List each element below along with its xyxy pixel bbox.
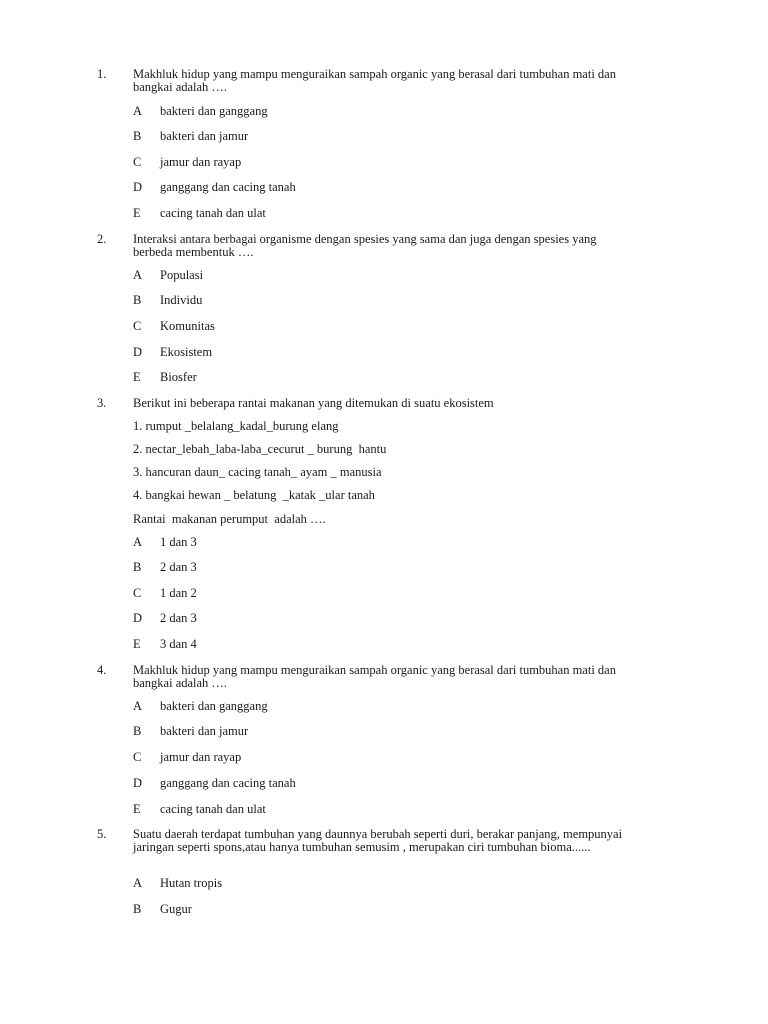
option-text: 3 dan 4 <box>160 637 197 651</box>
option-text: bakteri dan ganggang <box>160 699 268 713</box>
option-letter: D <box>133 776 143 790</box>
question-number: 1. <box>97 67 107 81</box>
option-text: bakteri dan ganggang <box>160 104 268 118</box>
option-4d <box>0 776 768 790</box>
option-letter: B <box>133 129 142 143</box>
option-text: bakteri dan jamur <box>160 129 249 143</box>
option-text: cacing tanah dan ulat <box>160 206 266 220</box>
option-text: ganggang dan cacing tanah <box>160 180 296 194</box>
question-text: Interaksi antara berbagai organisme dengan spesies yang sama dan juga dengan spesies yang berbeda membentuk …. <box>133 232 597 259</box>
food-chain-line-2: 2. nectar_lebah_laba-laba_cecurut _ burung hantu <box>133 442 387 456</box>
option-letter: C <box>133 750 142 764</box>
option-1d <box>0 180 768 194</box>
question-number: 2. <box>97 232 107 246</box>
option-letter: B <box>133 293 142 307</box>
option-2b <box>0 293 768 307</box>
option-letter: A <box>133 268 143 282</box>
option-letter: D <box>133 180 143 194</box>
option-text: cacing tanah dan ulat <box>160 802 266 816</box>
option-letter: D <box>133 611 143 625</box>
option-letter: A <box>133 876 143 890</box>
option-text: Populasi <box>160 268 204 282</box>
option-text: bakteri dan jamur <box>160 724 249 738</box>
question-text: Berikut ini beberapa rantai makanan yang ditemukan di suatu ekosistem <box>133 396 494 410</box>
option-4a <box>0 699 768 713</box>
option-letter: B <box>133 902 142 916</box>
option-letter: A <box>133 535 143 549</box>
food-chain-line-1: 1. rumput _belalang_kadal_burung elang <box>133 419 339 433</box>
question-number: 4. <box>97 663 107 677</box>
option-3e <box>0 637 768 651</box>
option-letter: C <box>133 319 142 333</box>
question-text: Makhluk hidup yang mampu menguraikan sampah organic yang berasal dari tumbuhan mati dan bangkai adalah …. <box>133 67 616 94</box>
option-text: 2 dan 3 <box>160 560 197 574</box>
option-3b <box>0 560 768 574</box>
option-text: Biosfer <box>160 370 197 384</box>
option-1b <box>0 129 768 143</box>
option-letter: A <box>133 699 143 713</box>
option-letter: E <box>133 206 141 220</box>
question-prompt: Rantai makanan perumput adalah …. <box>133 512 326 526</box>
option-text: ganggang dan cacing tanah <box>160 776 296 790</box>
option-text: Komunitas <box>160 319 215 333</box>
option-3c <box>0 586 768 600</box>
option-letter: D <box>133 345 143 359</box>
option-2a <box>0 268 768 282</box>
option-4e <box>0 802 768 816</box>
option-letter: B <box>133 724 142 738</box>
option-2d <box>0 345 768 359</box>
option-1a <box>0 104 768 118</box>
option-text: Hutan tropis <box>160 876 223 890</box>
option-letter: C <box>133 586 142 600</box>
option-text: 1 dan 2 <box>160 586 197 600</box>
option-letter: E <box>133 637 141 651</box>
option-1e <box>0 206 768 220</box>
question-number: 5. <box>97 827 107 841</box>
option-1c <box>0 155 768 169</box>
food-chain-line-4: 4. bangkai hewan _ belatung _katak _ular tanah <box>133 488 375 502</box>
option-text: 2 dan 3 <box>160 611 197 625</box>
option-text: Individu <box>160 293 203 307</box>
option-letter: B <box>133 560 142 574</box>
option-letter: C <box>133 155 142 169</box>
option-2c <box>0 319 768 333</box>
question-text: Makhluk hidup yang mampu menguraikan sampah organic yang berasal dari tumbuhan mati dan bangkai adalah …. <box>133 663 616 690</box>
option-5b <box>0 902 768 916</box>
food-chain-line-3: 3. hancuran daun_ cacing tanah_ ayam _ manusia <box>133 465 382 479</box>
option-letter: E <box>133 370 141 384</box>
option-text: Gugur <box>160 902 192 916</box>
option-4b <box>0 724 768 738</box>
option-5a <box>0 876 768 890</box>
option-letter: E <box>133 802 141 816</box>
option-letter: A <box>133 104 143 118</box>
option-4c <box>0 750 768 764</box>
option-text: jamur dan rayap <box>160 155 242 169</box>
option-2e <box>0 370 768 384</box>
question-number: 3. <box>97 396 107 410</box>
option-text: Ekosistem <box>160 345 213 359</box>
option-3d <box>0 611 768 625</box>
option-3a <box>0 535 768 549</box>
option-text: 1 dan 3 <box>160 535 197 549</box>
question-text: Suatu daerah terdapat tumbuhan yang daunnya berubah seperti duri, berakar panjang, mempunyai jaringan seperti spons,atau hanya tumbuhan semusim , merupakan ciri tumbuhan bioma...... <box>133 827 623 854</box>
option-text: jamur dan rayap <box>160 750 242 764</box>
